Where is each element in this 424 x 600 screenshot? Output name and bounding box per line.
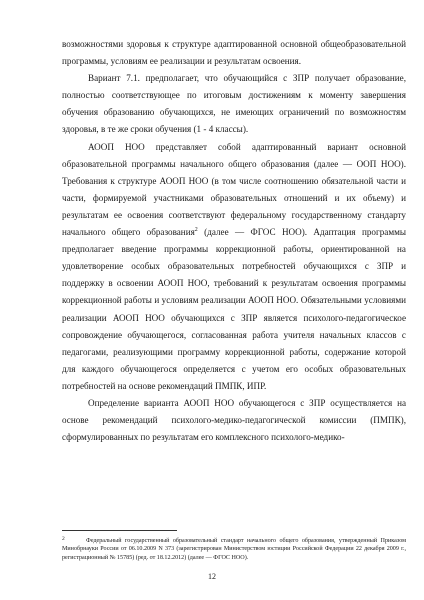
paragraph-aoop-noo-continued: (далее — ФГОС НОО). Адаптация программы предполагает введение программы коррекционной работы, ориентированной на удовлетворение особых образовательных потребностей обучающихся с ЗПР и поддержку в освоении АООП НОО, требований к результатам освоения программы коррекционной работы и условиям реализации АООП НОО. Обязательными условиями реализации АООП НОО обучающихся с ЗПР является психолого-педагогическое сопровождение обучающегося, согласованная работа учителя начальных классов с педагогами, реализующими программу коррекционной работы, содержание которой для каждого обучающегося определяется с учетом его особых образовательных потребностей на основе рекомендаций ПМПК, ИПР. [62, 227, 406, 391]
footnote-text: Федеральный государственный образовательный стандарт начального общего образования, утвержденный Приказом Минобрнауки России от 06.10.2009 N 373 (зарегистрирован Министерством юстиции Российской Федерации 22 декабря 2009 г., регистрационный № 15785) (ред. от 18.12.2012) (далее — ФГОС НОО). [62, 538, 406, 561]
footnote-number: 2 [62, 536, 65, 542]
page-number: 12 [208, 572, 216, 581]
paragraph-variant-definition: Определение варианта АООП НОО обучающегося с ЗПР осуществляется на основе рекомендаций психолого-медико-педагогической комиссии (ПМПК), сформулированных по результатам его комплексного психолого-медико- [62, 397, 406, 443]
footnote [62, 535, 406, 562]
footnote-reference[interactable]: 2 [194, 227, 198, 234]
paragraph-aoop-noo [62, 139, 406, 395]
footnote-separator [62, 530, 177, 531]
paragraph-continuation: возможностями здоровья к структуре адаптированной основной общеобразовательной программы, условиям ее реализации и результатам освоения. [62, 39, 406, 67]
paragraph-aoop-noo-text: АООП НОО представляет собой адаптированный вариант основной образовательной программы начального общего образования (далее — ООП НОО). Требования к структуре АООП НОО (в том числе соотношению обязательной части и части, формируемой участниками образовательных отношений и их объему) и результатам ее освоения соответствуют федеральному государственному стандарту начального общего образования [62, 141, 406, 238]
page-body [62, 36, 406, 446]
paragraph-variant-7-1: Вариант 7.1. предполагает, что обучающийся с ЗПР получает образование, полностью соответствующее по итоговым достижениям к моменту завершения обучения образованию обучающихся, не имеющих ограничений по возможностям здоровья, в те же сроки обучения (1 - 4 классы). [62, 73, 406, 135]
